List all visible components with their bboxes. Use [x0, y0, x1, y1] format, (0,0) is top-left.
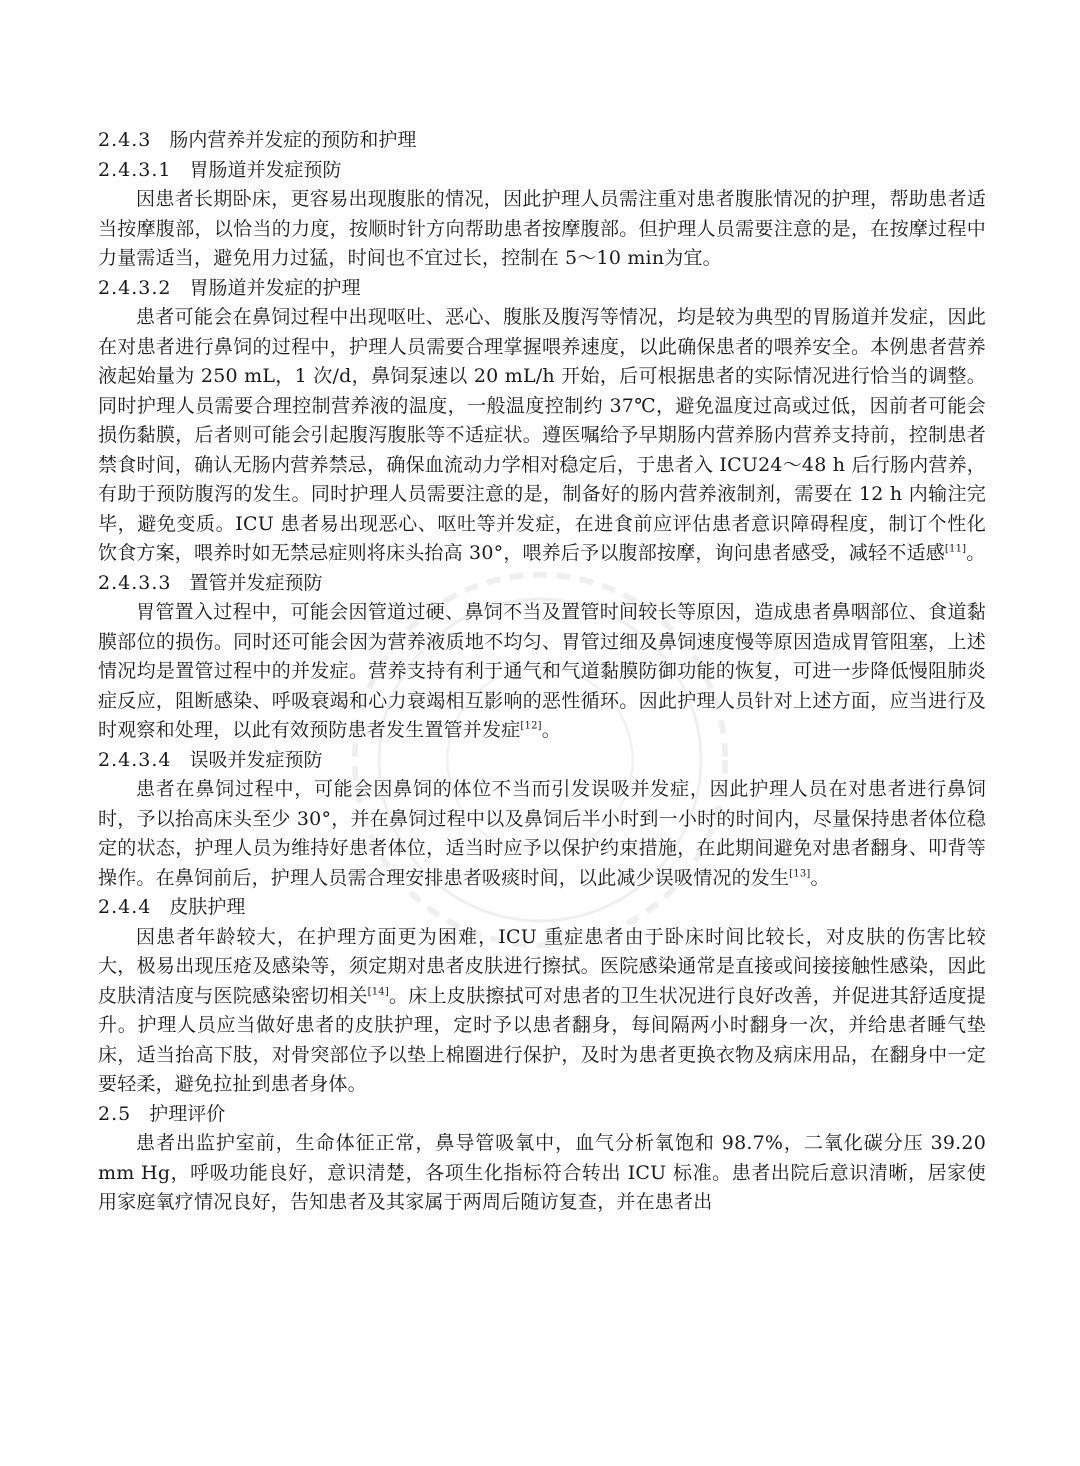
- section-heading-2-4-3: 2.4.3 肠内营养并发症的预防和护理: [98, 129, 417, 151]
- paragraph-abdominal-massage: 因患者长期卧床，更容易出现腹胀的情况，因此护理人员需注重对患者腹胀情况的护理，帮助患者适当按摩腹部，以恰当的力度，按顺时针方向帮助患者按摩腹部。但护理人员需要注意的是，在按摩过程中力量需适当，避免用力过猛，时间也不宜过长，控制在 5～10 min为宜。: [98, 188, 986, 269]
- paragraph-aspiration-prevention: 患者在鼻饲过程中，可能会因鼻饲的体位不当而引发误吸并发症，因此护理人员在对患者进行鼻饲时，予以抬高床头至少 30°，并在鼻饲过程中以及鼻饲后半小时到一小时的时间内，尽量保持患者体位稳定的状态，护理人员为维持好患者体位，适当时应予以保护约束措施，在此期间避免对患者翻身、叩背等操作。在鼻饲前后，护理人员需合理安排患者吸痰时间，以此减少误吸情况的发生[13]。: [98, 778, 986, 889]
- citation-12: [12]: [520, 720, 542, 732]
- section-heading-2-4-3-4: 2.4.3.4 误吸并发症预防: [98, 748, 323, 771]
- section-heading-2-4-3-1: 2.4.3.1 胃肠道并发症预防: [98, 158, 342, 181]
- paper-page: [98, 126, 986, 1218]
- paragraph-gi-complication-care: 患者可能会在鼻饲过程中出现呕吐、恶心、腹胀及腹泻等情况，均是较为典型的胃肠道并发症，因此在对患者进行鼻饲的过程中，护理人员需要合理掌握喂养速度，以此确保患者的喂养安全。本例患者营养液起始量为 250 mL，1 次/d，鼻饲泵速以 20 mL/h 开始，后可根据患者的实际情况进行恰当的调整。同时护理人员需要合理控制营养液的温度，一般温度控制约 37℃，避免温度过高或过低，因前者可能会损伤黏膜，后者则可能会引起腹泻腹胀等不适症状。遵医嘱给予早期肠内营养肠内营养支持前，控制患者禁食时间，确认无肠内营养禁忌，确保血流动力学相对稳定后，于患者入 ICU24～48 h 后行肠内营养，有助于预防腹泻的发生。同时护理人员需要注意的是，制备好的肠内营养液制剂，需要在 12 h 内输注完毕，避免变质。ICU 患者易出现恶心、呕吐等并发症，在进食前应评估患者意识障碍程度，制订个性化饮食方案，喂养时如无禁忌症则将床头抬高 30°，喂养后予以腹部按摩，询问患者感受，减轻不适感[11]。: [98, 306, 986, 564]
- paragraph-skin-care: 因患者年龄较大，在护理方面更为困难，ICU 重症患者由于卧床时间比较长，对皮肤的伤害比较大，极易出现压疮及感染等，须定期对患者皮肤进行擦拭。医院感染通常是直接或间接接触性感染，因此皮肤清洁度与医院感染密切相关[14]。床上皮肤擦拭可对患者的卫生状况进行良好改善，并促进其舒适度提升。护理人员应当做好患者的皮肤护理，定时予以患者翻身，每间隔两小时翻身一次，并给患者睡气垫床，适当抬高下肢，对骨突部位予以垫上棉圈进行保护，及时为患者更换衣物及病床用品，在翻身中一定要轻柔，避免拉扯到患者身体。: [98, 925, 987, 1095]
- paragraph-tube-complication: 胃管置入过程中，可能会因管道过硬、鼻饲不当及置管时间较长等原因，造成患者鼻咽部位、食道黏膜部位的损伤。同时还可能会因为营养液质地不均匀、胃管过细及鼻饲速度慢等原因造成胃管阻塞，上述情况均是置管过程中的并发症。营养支持有利于通气和气道黏膜防御功能的恢复，可进一步降低慢阻肺炎症反应，阻断感染、呼吸衰竭和心力衰竭相互影响的恶性循环。因此护理人员针对上述方面，应当进行及时观察和处理，以此有效预防患者发生置管并发症[12]。: [98, 601, 986, 741]
- section-heading-2-4-3-2: 2.4.3.2 胃肠道并发症的护理: [98, 276, 361, 299]
- citation-13: [13]: [789, 868, 811, 880]
- paragraph-nursing-evaluation: 患者出监护室前，生命体征正常，鼻导管吸氧中，血气分析氧饱和 98.7%，二氧化碳分压 39.20 mm Hg，呼吸功能良好，意识清楚，各项生化指标符合转出 ICU 标准。患者出院后意识清晰，居家使用家庭氧疗情况良好，告知患者及其家属于两周后随访复查，并在患者出: [98, 1132, 986, 1213]
- citation-11: [11]: [944, 543, 967, 555]
- section-heading-2-4-4: 2.4.4 皮肤护理: [98, 896, 246, 918]
- section-heading-2-4-3-3: 2.4.3.3 置管并发症预防: [98, 571, 323, 594]
- citation-14: [14]: [367, 986, 389, 998]
- section-heading-2-5: 2.5 护理评价: [98, 1102, 226, 1125]
